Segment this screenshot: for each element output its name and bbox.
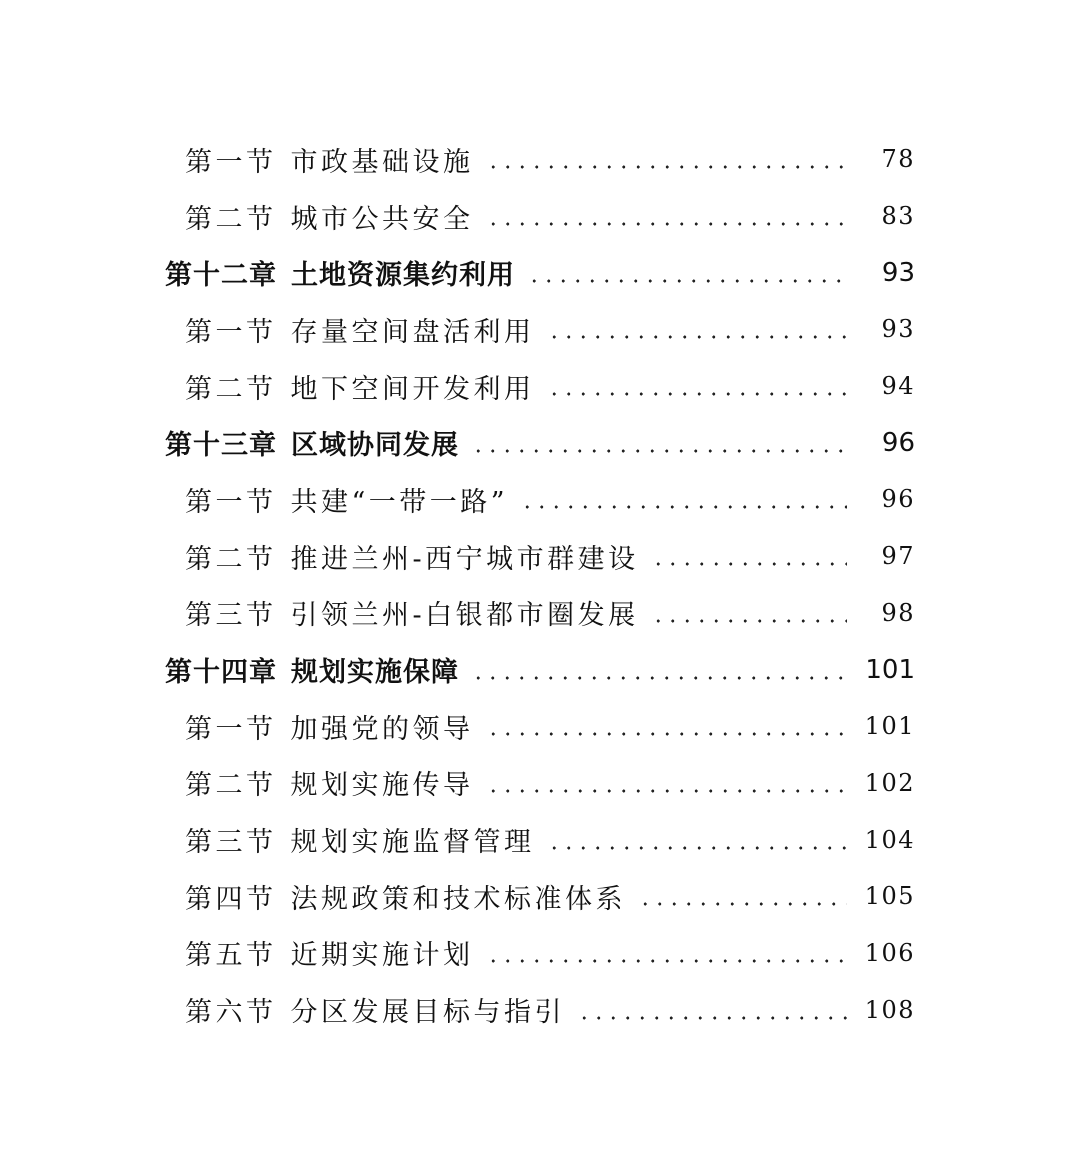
entry-number: 第四节 — [185, 883, 277, 915]
entry-title: 共建“一带一路” — [290, 486, 509, 518]
page-number: 93 — [881, 315, 915, 344]
toc-entry[interactable] — [0, 868, 1080, 925]
dot-leader — [486, 789, 848, 793]
entry-number: 第二节 — [185, 203, 277, 235]
entry-number: 第一节 — [185, 486, 277, 518]
page-number: 104 — [864, 825, 915, 854]
dot-leader — [547, 392, 848, 396]
page-number: 94 — [881, 372, 915, 401]
entry-number: 第一节 — [185, 146, 277, 178]
toc-chapter[interactable] — [0, 244, 1080, 301]
entry-title: 规划实施传导 — [290, 770, 474, 802]
entry-title: 近期实施计划 — [290, 940, 474, 972]
entry-label — [185, 877, 626, 916]
toc-entry[interactable] — [0, 131, 1080, 188]
dot-leader — [486, 222, 848, 226]
entry-number: 第二节 — [185, 770, 277, 802]
dot-leader — [486, 732, 848, 736]
page-number: 97 — [881, 542, 915, 571]
entry-title: 城市公共安全 — [290, 203, 474, 235]
entry-label — [185, 707, 474, 746]
entry-title: 法规政策和技术标准体系 — [290, 883, 626, 915]
toc-entry[interactable] — [0, 698, 1080, 755]
page-number: 78 — [881, 145, 915, 174]
page-number: 98 — [881, 598, 915, 627]
chapter-title: 土地资源集约利用 — [291, 260, 515, 292]
toc-entry[interactable] — [0, 585, 1080, 642]
entry-number: 第一节 — [185, 316, 277, 348]
dot-leader — [651, 562, 847, 566]
entry-label — [185, 197, 474, 236]
chapter-number: 第十四章 — [165, 657, 277, 689]
entry-label — [185, 537, 639, 576]
entry-label — [185, 933, 474, 972]
dot-leader — [547, 846, 848, 850]
entry-number: 第六节 — [185, 997, 277, 1029]
page-number: 96 — [881, 427, 915, 458]
page-number: 101 — [865, 654, 915, 685]
entry-label — [185, 990, 565, 1029]
chapter-number: 第十二章 — [165, 260, 277, 292]
page-number: 93 — [881, 257, 915, 288]
entry-number: 第二节 — [185, 373, 277, 405]
entry-title: 推进兰州-西宁城市群建设 — [290, 543, 639, 575]
dot-leader — [486, 165, 848, 169]
dot-leader — [471, 676, 847, 680]
entry-label — [185, 367, 535, 406]
page-number: 106 — [864, 938, 915, 967]
entry-label — [185, 820, 535, 859]
dot-leader — [520, 505, 847, 509]
entry-title: 地下空间开发利用 — [290, 373, 535, 405]
page-number: 83 — [881, 202, 915, 231]
toc-chapter[interactable] — [0, 414, 1080, 471]
entry-label — [165, 650, 459, 689]
entry-title: 引领兰州-白银都市圈发展 — [290, 600, 639, 632]
toc-entry[interactable] — [0, 188, 1080, 245]
entry-number: 第五节 — [185, 940, 277, 972]
entry-number: 第三节 — [185, 600, 277, 632]
toc-entry[interactable] — [0, 528, 1080, 585]
entry-number: 第三节 — [185, 827, 277, 859]
entry-label — [165, 253, 515, 292]
dot-leader — [577, 1016, 847, 1020]
entry-label — [185, 480, 508, 519]
toc-entry[interactable] — [0, 925, 1080, 982]
toc-entry[interactable] — [0, 358, 1080, 415]
chapter-title: 规划实施保障 — [291, 657, 459, 689]
page-number: 105 — [864, 882, 915, 911]
entry-number: 第二节 — [185, 543, 277, 575]
dot-leader — [638, 902, 847, 906]
entry-label — [165, 423, 459, 462]
dot-leader — [527, 279, 847, 283]
page-number: 101 — [864, 712, 915, 741]
entry-label — [185, 310, 535, 349]
dot-leader — [486, 959, 848, 963]
entry-title: 市政基础设施 — [290, 146, 474, 178]
entry-title: 存量空间盘活利用 — [290, 316, 535, 348]
toc-entry[interactable] — [0, 301, 1080, 358]
chapter-title: 区域协同发展 — [291, 430, 459, 462]
entry-title: 规划实施监督管理 — [290, 827, 535, 859]
page-number: 102 — [864, 768, 915, 797]
dot-leader — [547, 335, 848, 339]
entry-number: 第一节 — [185, 713, 277, 745]
dot-leader — [471, 449, 847, 453]
chapter-number: 第十三章 — [165, 430, 277, 462]
toc-entry[interactable] — [0, 471, 1080, 528]
toc-entry[interactable] — [0, 755, 1080, 812]
entry-label — [185, 140, 474, 179]
table-of-contents — [0, 131, 1080, 1038]
entry-label — [185, 593, 639, 632]
entry-title: 分区发展目标与指引 — [290, 997, 565, 1029]
toc-chapter[interactable] — [0, 641, 1080, 698]
entry-title: 加强党的领导 — [290, 713, 474, 745]
entry-label — [185, 763, 474, 802]
page-number: 108 — [864, 995, 915, 1024]
page-number: 96 — [881, 485, 915, 514]
toc-entry[interactable] — [0, 811, 1080, 868]
dot-leader — [651, 619, 847, 623]
toc-entry[interactable] — [0, 981, 1080, 1038]
